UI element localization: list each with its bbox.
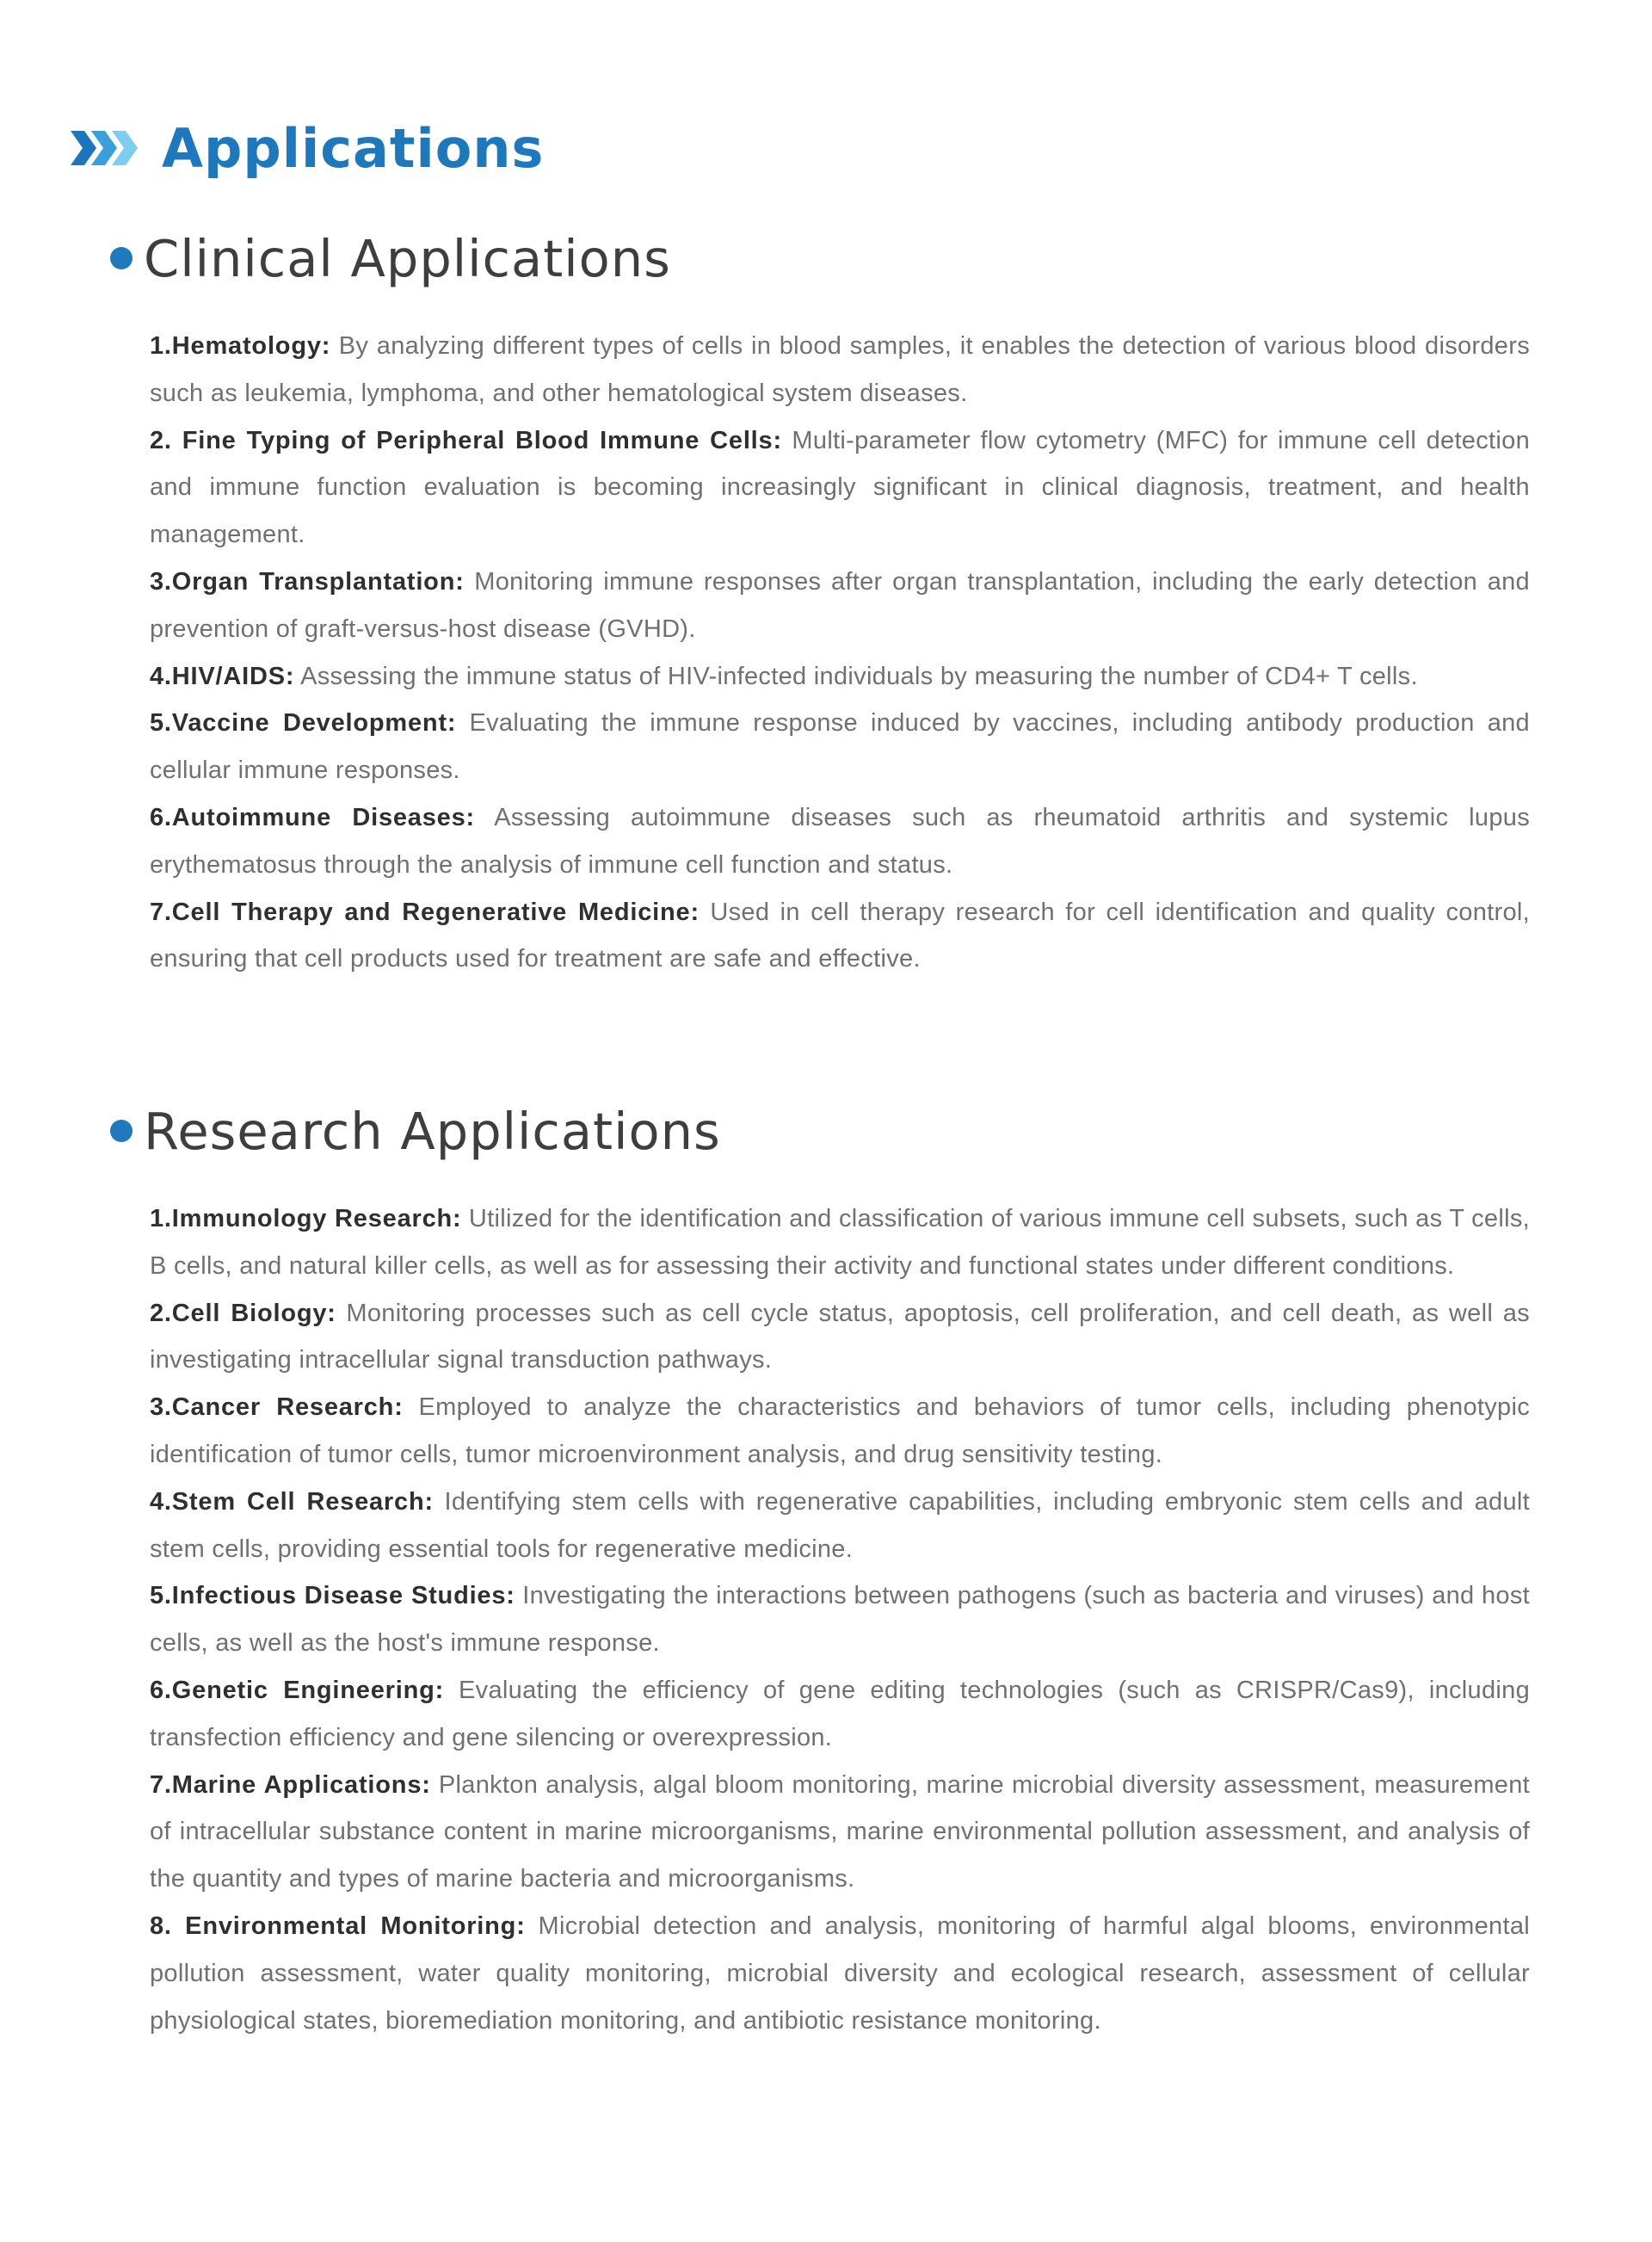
item-text: Identifying stem cells with regenerative capabilities, including embryonic stem cells and adult stem cells, providing essential tools for regenerative medicine.: [150, 1487, 1530, 1563]
research-item-stem-cell: [150, 1479, 1530, 1573]
page-header: [71, 105, 544, 191]
research-item-cancer-research: [150, 1384, 1530, 1479]
research-item-marine-applications: [150, 1762, 1530, 1903]
item-label: 4.Stem Cell Research:: [150, 1487, 434, 1516]
item-text: Assessing the immune status of HIV-infected individuals by measuring the number of CD4+ T cells.: [294, 662, 1418, 690]
item-text: Plankton analysis, algal bloom monitoring, marine microbial diversity assessment, measurement of intracellular substance content in marine microorganisms, marine environmental pollution assessment, and analysis of the quantity and types of marine bacteria and microorganisms.: [150, 1770, 1530, 1893]
item-text: Evaluating the immune response induced by vaccines, including antibody production and cellular immune responses.: [150, 709, 1530, 785]
item-label: 6.Autoimmune Diseases:: [150, 803, 475, 831]
research-section-title: Research Applications: [144, 1101, 721, 1161]
item-text: Employed to analyze the characteristics and behaviors of tumor cells, including phenotypic identification of tumor cells, tumor microenvironment analysis, and drug sensitivity testing.: [150, 1393, 1531, 1468]
clinical-item-hiv-aids: [150, 653, 1530, 701]
research-item-environmental-monitoring: [150, 1903, 1530, 2044]
clinical-item-hematology: [150, 323, 1530, 417]
item-label: 7.Cell Therapy and Regenerative Medicine:: [150, 898, 700, 926]
section-bullet-icon: [110, 1120, 133, 1142]
research-item-immunology: [150, 1195, 1530, 1290]
research-items-list: [150, 1195, 1530, 2044]
item-text: Multi-parameter flow cytometry (MFC) for immune cell detection and immune function evaluation is becoming increasingly significant in clinical diagnosis, treatment, and health management.: [150, 426, 1530, 549]
item-text: Used in cell therapy research for cell identification and quality control, ensuring that cell products used for treatment are safe and effective.: [150, 898, 1530, 973]
clinical-item-autoimmune-diseases: [150, 794, 1530, 889]
research-item-cell-biology: [150, 1290, 1530, 1385]
item-text: Investigating the interactions between pathogens (such as bacteria and viruses) and host cells, as well as the host's immune response.: [150, 1582, 1530, 1658]
clinical-section-heading: [110, 222, 671, 294]
item-text: Microbial detection and analysis, monitoring of harmful algal blooms, environmental pollution assessment, water quality monitoring, microbial diversity and ecological research, assessment of cellular physiological states, bioremediation monitoring, and antibiotic resistance monitoring.: [150, 1912, 1530, 2035]
section-bullet-icon: [110, 247, 133, 269]
item-text: Utilized for the identification and classification of various immune cell subsets, such as T cells, B cells, and natural killer cells, as well as for assessing their activity and functional states under different conditions.: [150, 1205, 1530, 1280]
item-label: 1.Hematology:: [150, 332, 331, 360]
item-label: 2.Cell Biology:: [150, 1299, 336, 1327]
item-label: 6.Genetic Engineering:: [150, 1676, 445, 1704]
item-label: 8. Environmental Monitoring:: [150, 1912, 526, 1940]
item-label: 1.Immunology Research:: [150, 1205, 462, 1232]
item-text: Monitoring processes such as cell cycle status, apoptosis, cell proliferation, and cell death, as well as investigating intracellular signal transduction pathways.: [150, 1299, 1530, 1374]
clinical-item-fine-typing: [150, 417, 1530, 559]
page-title: Applications: [162, 116, 545, 180]
item-label: 3.Cancer Research:: [150, 1393, 404, 1422]
research-item-infectious-disease: [150, 1572, 1530, 1667]
clinical-item-cell-therapy: [150, 889, 1530, 984]
item-label: 3.Organ Transplantation:: [150, 567, 465, 596]
triple-chevron-right-icon: [71, 127, 141, 170]
item-text: Monitoring immune responses after organ transplantation, including the early detection and prevention of graft-versus-host disease (GVHD).: [150, 567, 1530, 643]
item-text: Assessing autoimmune diseases such as rheumatoid arthritis and systemic lupus erythematosus through the analysis of immune cell function and status.: [150, 803, 1530, 879]
item-label: 2. Fine Typing of Peripheral Blood Immune Cells:: [150, 426, 782, 454]
item-label: 5.Infectious Disease Studies:: [150, 1582, 515, 1610]
item-label: 5.Vaccine Development:: [150, 709, 457, 738]
item-label: 4.HIV/AIDS:: [150, 662, 295, 690]
clinical-item-organ-transplantation: [150, 559, 1530, 653]
item-text: By analyzing different types of cells in blood samples, it enables the detection of various blood disorders such as leukemia, lymphoma, and other hematological system diseases.: [150, 332, 1530, 407]
research-item-genetic-engineering: [150, 1667, 1530, 1762]
item-label: 7.Marine Applications:: [150, 1770, 431, 1799]
item-text: Evaluating the efficiency of gene editing technologies (such as CRISPR/Cas9), including transfection efficiency and gene silencing or overexpression.: [150, 1676, 1530, 1751]
clinical-item-vaccine-development: [150, 700, 1530, 794]
research-section-heading: [110, 1095, 721, 1167]
clinical-items-list: [150, 323, 1530, 983]
clinical-section-title: Clinical Applications: [144, 228, 671, 288]
